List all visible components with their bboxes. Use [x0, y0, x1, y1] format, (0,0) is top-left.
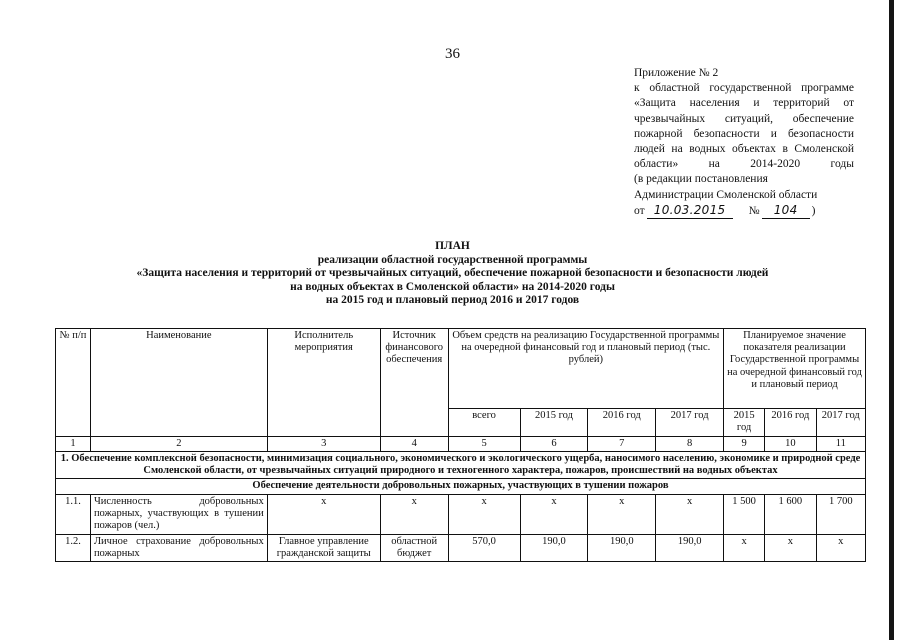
header-total: всего [448, 409, 520, 437]
header-source: Источник финансового обеспечения [380, 329, 448, 437]
header-ind-2016: 2016 год [765, 409, 816, 437]
plan-title-line3: «Защита населения и территорий от чрезвычайных ситуаций, обеспечение пожарной безопасности и безопасности людей [136, 267, 769, 280]
header-ind-2017: 2017 год [816, 409, 865, 437]
column-number: 10 [765, 437, 816, 452]
close-paren: ) [811, 204, 816, 217]
header-2015: 2015 год [520, 409, 588, 437]
header-ind-2015: 2015 год [724, 409, 765, 437]
column-number: 8 [656, 437, 724, 452]
row-ind-2016: х [765, 534, 816, 561]
plan-table [55, 328, 866, 562]
row-ind-2017: х [816, 534, 865, 561]
column-number-row [56, 437, 866, 452]
column-number: 6 [520, 437, 588, 452]
section-row [56, 452, 866, 479]
row-executor: Главное управление гражданской защиты [267, 534, 380, 561]
row-2015: 190,0 [520, 534, 588, 561]
row-name: Личное страхование добровольных пожарных [90, 534, 267, 561]
header-name: Наименование [90, 329, 267, 437]
subsection-title: Обеспечение деятельности добровольных пожарных, участвующих в тушении пожаров [56, 479, 866, 494]
header-2016: 2016 год [588, 409, 656, 437]
table-row [56, 494, 866, 534]
plan-title-line2: реализации областной государственной программы [317, 253, 588, 266]
header-indicator-group: Планируемое значение показателя реализации Государственной программы на очередной финансовый год и плановый период [724, 329, 866, 409]
column-number: 3 [267, 437, 380, 452]
row-num: 1.2. [56, 534, 91, 561]
appendix-edition-line1: (в редакции постановления [634, 173, 768, 186]
row-num: 1.1. [56, 494, 91, 534]
row-source: областной бюджет [380, 534, 448, 561]
table-row [56, 534, 866, 561]
page-number: 36 [445, 46, 460, 62]
column-number: 5 [448, 437, 520, 452]
row-name: Численность добровольных пожарных, участвующих в тушении пожаров (чел.) [90, 494, 267, 534]
subsection-row [56, 479, 866, 494]
plan-title-line5: на 2015 год и плановый период 2016 и 2017 годов [325, 294, 580, 307]
row-executor: х [267, 494, 380, 534]
row-ind-2015: х [724, 534, 765, 561]
row-total: х [448, 494, 520, 534]
plan-title-line1: ПЛАН [435, 240, 470, 252]
row-ind-2015: 1 500 [724, 494, 765, 534]
column-number: 11 [816, 437, 865, 452]
column-number: 2 [90, 437, 267, 452]
appendix-block [634, 66, 854, 219]
handwritten-date: 10.03.2015 [647, 203, 733, 219]
appendix-body [634, 81, 854, 172]
row-ind-2016: 1 600 [765, 494, 816, 534]
row-2017: х [656, 494, 724, 534]
appendix-date-line [634, 203, 854, 219]
scan-edge-bar [889, 0, 894, 640]
row-2017: 190,0 [656, 534, 724, 561]
header-executor: Исполнитель мероприятия [267, 329, 380, 437]
header-num: № п/п [56, 329, 91, 437]
column-number: 4 [380, 437, 448, 452]
section-title: 1. Обеспечение комплексной безопасности, минимизация социального, экономического и экологического ущерба, наносимого населению, экономике и природной среде Смоленской области, от чрезвычайных ситуаций природного и техногенного характера, пожаров, происшествий на водных объектах [56, 452, 866, 479]
column-number: 9 [724, 437, 765, 452]
from-label: от [634, 204, 645, 217]
row-source: х [380, 494, 448, 534]
number-label: № [748, 204, 760, 217]
row-2016: 190,0 [588, 534, 656, 561]
header-funding-group: Объем средств на реализацию Государственной программы на очередной финансовый год и плановый период (тыс. рублей) [448, 329, 723, 409]
plan-title [0, 240, 905, 308]
row-ind-2017: 1 700 [816, 494, 865, 534]
appendix-title: Приложение № 2 [634, 67, 719, 79]
appendix-edition-line2: Администрации Смоленской области [634, 188, 818, 201]
table-header-row [56, 329, 866, 409]
handwritten-number: 104 [762, 203, 810, 219]
plan-title-line4: на водных объектах в Смоленской области» на 2014-2020 годы [290, 280, 615, 293]
column-number: 1 [56, 437, 91, 452]
row-2015: х [520, 494, 588, 534]
row-total: 570,0 [448, 534, 520, 561]
column-number: 7 [588, 437, 656, 452]
row-2016: х [588, 494, 656, 534]
appendix-body-text: к областной государственной программе «Защита населения и территорий от чрезвычайных ситуаций, обеспечение пожарной безопасности и безопасности людей на водных объектах в Смоленской области» на 2014-2020 годы [634, 82, 854, 171]
header-2017: 2017 год [656, 409, 724, 437]
